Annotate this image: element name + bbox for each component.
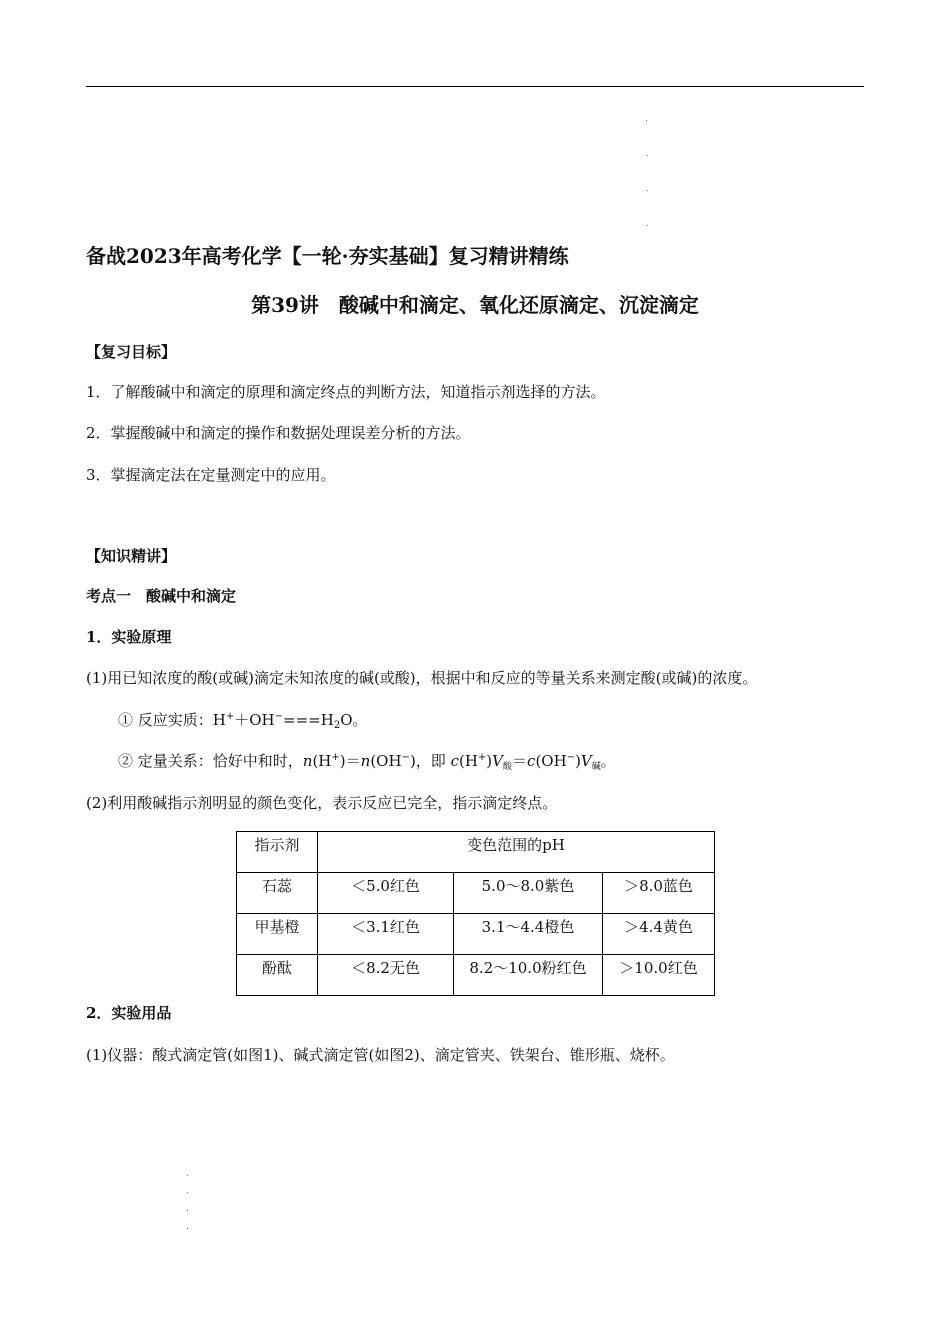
quant-c2: c [527,752,536,770]
artifact-dot [187,1175,188,1176]
quant-mid: )，即 [409,752,451,770]
quant-acid-sub: 酸 [503,762,513,772]
quant-v2: V [580,752,592,770]
quant-oh2: (OH [535,752,567,770]
section-2-heading: 2．实验用品 [86,1004,172,1022]
reaction-eq: ===H [283,711,334,729]
quant-eq2: ＝ [512,752,528,770]
artifact-dot [647,225,648,226]
table-cell: 石蕊 [237,873,318,914]
indicator-table [236,831,715,996]
lecture-title: 第39讲 酸碱中和滴定、氧化还原滴定、沉淀滴定 [251,293,699,317]
artifact-dot [187,1210,188,1211]
apparatus-paragraph: (1)仪器：酸式滴定管(如图1)、碱式滴定管(如图2)、滴定管夹、铁架台、锥形瓶、烧杯。 [86,1046,675,1064]
quant-v1: V [492,752,503,770]
table-cell: 甲基橙 [237,914,318,955]
table-cell: ＞10.0红色 [603,955,715,996]
quant-n1: n [302,752,313,770]
quantitative-relation-line [118,750,616,772]
table-cell: ＜3.1红色 [318,914,454,955]
quant-base-sub: 碱 [591,762,601,772]
quant-h2: (H [458,752,478,770]
table-header-cell: 变色范围的pH [318,832,715,873]
reaction-minus-sup: − [274,711,284,722]
artifact-dot [187,1192,188,1193]
artifact-dot [187,1228,188,1229]
quant-n2: n [360,752,371,770]
table-row [237,955,715,996]
table-cell: ＜5.0红色 [318,873,454,914]
quant-eq1: )＝ [339,752,361,770]
quant-minus2: − [566,752,576,763]
review-item-1: 1．了解酸碱中和滴定的原理和滴定终点的判断方法，知道指示剂选择的方法。 [86,383,606,401]
table-cell: 3.1～4.4橙色 [454,914,603,955]
reaction-sub-2: 2 [333,720,341,731]
table-header-cell: 指示剂 [237,832,318,873]
table-cell: 5.0～8.0紫色 [454,873,603,914]
table-header-row [237,832,715,873]
table-cell: ＞4.4黄色 [603,914,715,955]
header-rule [86,86,864,87]
review-heading: 【复习目标】 [86,343,177,361]
artifact-dot [647,190,648,191]
table-cell: 酚酞 [237,955,318,996]
quant-end: 。 [600,752,616,770]
table-row [237,914,715,955]
quant-close1: ) [486,752,493,770]
quant-oh: (OH [370,752,402,770]
review-item-3: 3．掌握滴定法在定量测定中的应用。 [86,466,336,484]
quant-minus: − [401,752,410,763]
quant-prefix: ② 定量关系：恰好中和时， [118,752,303,770]
quant-close2: ) [575,752,581,770]
document-title: 备战2023年高考化学【一轮·夯实基础】复习精讲精练 [86,244,569,268]
quant-c1: c [450,752,459,770]
reaction-plus-sup: + [225,711,235,722]
quant-plus2: + [477,752,487,763]
reaction-end: O。 [340,711,368,729]
table-row [237,873,715,914]
quant-plus: + [331,752,340,763]
table-cell: ＜8.2无色 [318,955,454,996]
quant-h: (H [312,752,332,770]
reaction-essence-line [118,709,368,731]
principle-paragraph-1: (1)用已知浓度的酸(或碱)滴定未知浓度的碱(或酸)，根据中和反应的等量关系来测定酸(或碱)的浓度。 [86,669,758,687]
point-1-heading: 考点一 酸碱中和滴定 [86,587,237,605]
artifact-dot [646,120,647,121]
review-item-2: 2．掌握酸碱中和滴定的操作和数据处理误差分析的方法。 [86,424,471,442]
section-1-heading: 1．实验原理 [86,628,172,646]
principle-paragraph-2: (2)利用酸碱指示剂明显的颜色变化，表示反应已完全，指示滴定终点。 [86,794,558,812]
reaction-mid: ＋OH [234,711,275,729]
reaction-prefix: ① 反应实质：H [118,711,226,729]
knowledge-heading: 【知识精讲】 [86,547,177,565]
table-cell: ＞8.0蓝色 [603,873,715,914]
table-cell: 8.2～10.0粉红色 [454,955,603,996]
artifact-dot [647,155,648,156]
